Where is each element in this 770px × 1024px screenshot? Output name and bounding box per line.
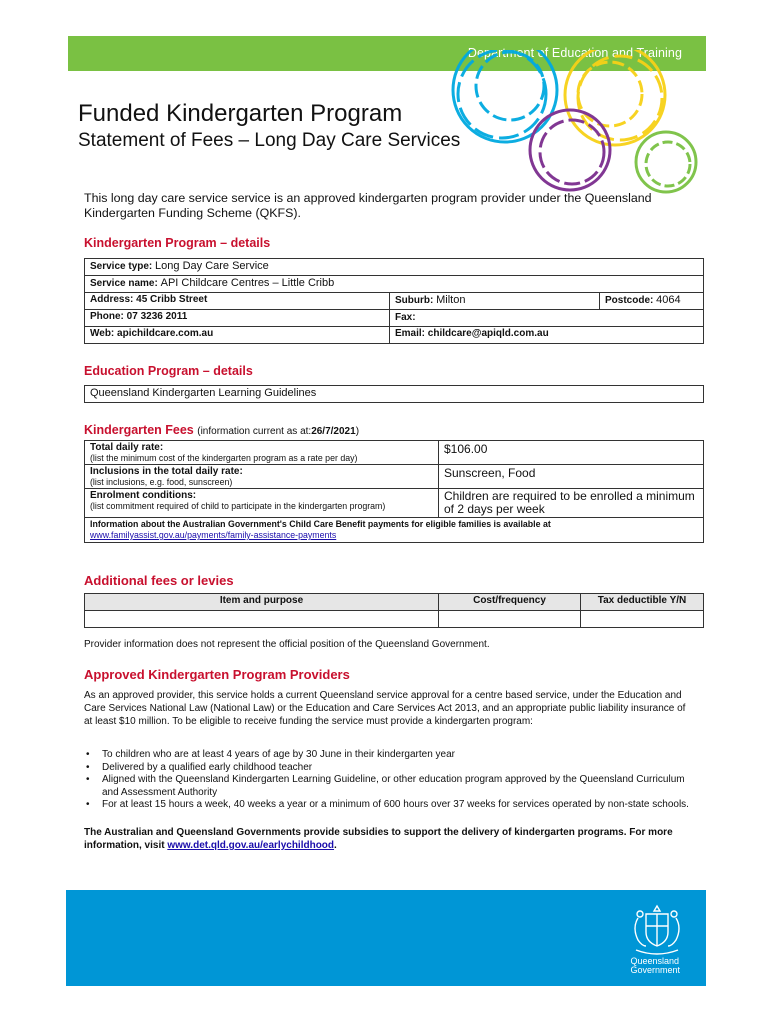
ccb-link[interactable]: www.familyassist.gov.au/payments/family-assistance-payments bbox=[90, 530, 337, 540]
edu-details-heading: Education Program – details bbox=[84, 364, 253, 378]
enrolment-label-cell: Enrolment conditions: (list commitment required of child to participate in the kindergarten program) bbox=[85, 489, 439, 518]
closing-statement: The Australian and Queensland Governments provide subsidies to support the delivery of kindergarten programs. For more information, visit www.det.qld.gov.au/earlychildhood. bbox=[84, 827, 673, 851]
document-subtitle: Statement of Fees – Long Day Care Services bbox=[78, 130, 461, 151]
tax-cell bbox=[581, 611, 704, 628]
postcode-cell: Postcode: 4064 bbox=[600, 293, 704, 310]
postcode-value: 4064 bbox=[656, 294, 681, 306]
det-link[interactable]: www.det.qld.gov.au/earlychildhood bbox=[167, 840, 335, 851]
approved-heading: Approved Kindergarten Program Providers bbox=[84, 667, 350, 682]
additional-fees-table bbox=[84, 593, 704, 628]
suburb-cell: Suburb: Milton bbox=[390, 293, 600, 310]
web-value: apichildcare.com.au bbox=[117, 328, 214, 339]
queensland-crest-icon bbox=[626, 900, 688, 960]
list-item: • For at least 15 hours a week, 40 weeks a year or a minimum of 600 hours over 37 weeks for services operated by non-state schools. bbox=[84, 799, 694, 812]
service-type-value: Long Day Care Service bbox=[155, 260, 269, 272]
disclaimer: Provider information does not represent the official position of the Queensland Government. bbox=[84, 639, 490, 650]
phone-value: 07 3236 2011 bbox=[126, 311, 188, 322]
edu-details-table bbox=[84, 385, 704, 403]
intro-paragraph: This long day care service service is an approved kindergarten program provider under the Queensland Kindergarten Funding Scheme (QKFS). bbox=[84, 191, 652, 220]
list-item: • Delivered by a qualified early childhood teacher bbox=[84, 762, 694, 775]
col-cost-header: Cost/frequency bbox=[439, 594, 581, 611]
list-item: • To children who are at least 4 years of age by 30 June in their kindergarten year bbox=[84, 749, 694, 762]
item-cell bbox=[85, 611, 439, 628]
inclusions-value: Sunscreen, Food bbox=[439, 465, 704, 489]
edu-program-value: Queensland Kindergarten Learning Guidelines bbox=[85, 386, 704, 403]
web-cell: Web: apichildcare.com.au bbox=[85, 327, 390, 344]
department-name: Department of Education and Training bbox=[467, 46, 682, 60]
address-value: 45 Cribb Street bbox=[136, 294, 208, 305]
requirements-list bbox=[84, 749, 694, 812]
kp-details-table bbox=[84, 258, 704, 344]
bottom-banner bbox=[66, 890, 706, 986]
daily-rate-label-cell: Total daily rate: (list the minimum cost of the kindergarten program as a rate per day) bbox=[85, 441, 439, 465]
kp-details-heading: Kindergarten Program – details bbox=[84, 236, 271, 250]
fees-heading-text: Kindergarten Fees bbox=[84, 423, 194, 437]
daily-rate-value: $106.00 bbox=[439, 441, 704, 465]
fax-cell: Fax: bbox=[390, 310, 704, 327]
fees-note: (information current as at:26/7/2021) bbox=[197, 426, 360, 437]
queensland-government-wordmark: Queensland Government bbox=[630, 956, 680, 975]
fees-date: 26/7/2021 bbox=[311, 426, 356, 437]
phone-cell: Phone: 07 3236 2011 bbox=[85, 310, 390, 327]
address-cell: Address: 45 Cribb Street bbox=[85, 293, 390, 310]
fees-heading bbox=[84, 423, 359, 437]
enrolment-value: Children are required to be enrolled a minimum of 2 days per week bbox=[439, 489, 704, 518]
suburb-value: Milton bbox=[436, 294, 466, 306]
list-item: • Aligned with the Queensland Kindergarten Learning Guideline, or other education program approved by the Queensland Curriculum and Assessment Authority bbox=[84, 774, 694, 799]
email-cell: Email: childcare@apiqld.com.au bbox=[390, 327, 704, 344]
inclusions-label-cell: Inclusions in the total daily rate: (list inclusions, e.g. food, sunscreen) bbox=[85, 465, 439, 489]
col-tax-header: Tax deductible Y/N bbox=[581, 594, 704, 611]
ccb-info-cell: Information about the Australian Government's Child Care Benefit payments for eligible families is available at www.familyassist.gov.au/payments/family-assistance-payments bbox=[85, 518, 704, 543]
additional-heading: Additional fees or levies bbox=[84, 573, 234, 588]
service-name-value: API Childcare Centres – Little Cribb bbox=[160, 277, 335, 289]
email-value: childcare@apiqld.com.au bbox=[427, 328, 549, 339]
approved-body: As an approved provider, this service holds a current Queensland service approval for a centre based service, under the Education and Care Services National Law (National Law) or the Education and Care Services Act 2013, and an appropriate public liability insurance of at least $10 million. To be eligible to receive funding the service must provide a kindergarten program: bbox=[84, 690, 686, 727]
fees-table bbox=[84, 440, 704, 543]
col-item-header: Item and purpose bbox=[85, 594, 439, 611]
service-type-cell: Service type: Long Day Care Service bbox=[85, 259, 704, 276]
service-name-cell: Service name: API Childcare Centres – Little Cribb bbox=[85, 276, 704, 293]
document-title: Funded Kindergarten Program bbox=[78, 100, 403, 127]
cost-cell bbox=[439, 611, 581, 628]
